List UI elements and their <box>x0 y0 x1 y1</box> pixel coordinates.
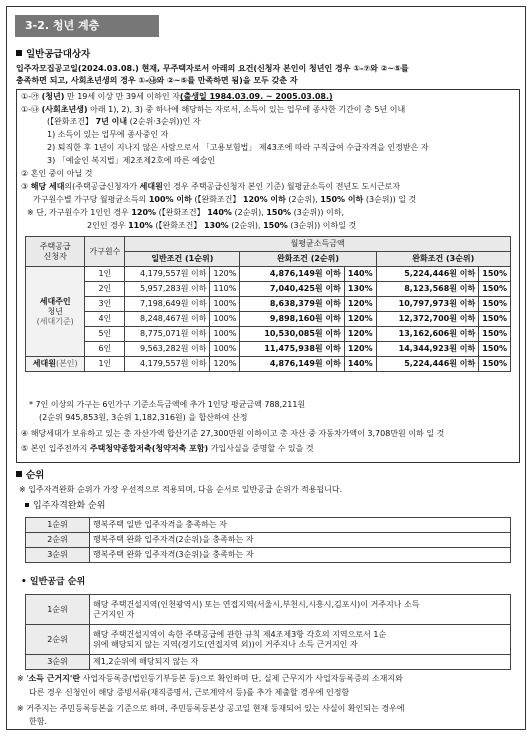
th-basic: 일반조건 (1순위) <box>125 252 240 267</box>
note1-g: (3순위)) 이하, <box>291 208 345 217</box>
cell-relax2-pct: 140% <box>344 267 376 282</box>
cell-relax2: 4,876,149원 이하 <box>240 267 344 282</box>
cell-relax3-pct: 150% <box>479 267 511 282</box>
cell-relax2: 8,638,379원 이하 <box>240 297 344 312</box>
cell-members: 6인 <box>85 342 125 357</box>
priority-heading <box>16 470 44 482</box>
req-youth-text: 만 19세 이상 만 39세 이하인 자 <box>64 92 180 101</box>
relax-priority-title: 입주자격완화 순위 <box>33 501 106 511</box>
cell-relax3: 8,123,568원 이하 <box>376 282 479 297</box>
req-savings <box>21 444 314 454</box>
relax-open: (【완화조건】 <box>47 117 96 126</box>
th-relax2: 완화조건 (2순위) <box>240 252 376 267</box>
general-supply-title: 일반공급대상자 <box>26 49 91 60</box>
savings-c: 가입사실을 증명할 수 있을 것 <box>208 444 314 453</box>
rank-cell: 2순위 <box>26 533 90 548</box>
note1-c: (【완화조건】 <box>156 208 208 217</box>
relax-value: 7년 이내 <box>95 117 128 126</box>
req-income-note1 <box>27 208 344 218</box>
cell-basic: 4,179,557원 이하 <box>125 267 210 282</box>
footnote-income-base <box>17 674 403 684</box>
table-row <box>26 533 511 548</box>
cell-relax3-pct: 150% <box>479 297 511 312</box>
req-income-note2 <box>87 221 356 231</box>
cell-relax2: 9,898,160원 이하 <box>240 312 344 327</box>
note2-a: 2인인 경우 <box>87 221 129 230</box>
req-newgrad-3: 3) 「예술인 복지법」제2조제2호에 따른 예술인 <box>47 156 216 165</box>
cell-basic-pct: 120% <box>210 267 240 282</box>
group-member: 세대원(본인) <box>26 357 85 372</box>
table-row <box>26 282 511 297</box>
req-income-member: 세대원 <box>139 182 163 191</box>
table-row <box>26 655 511 670</box>
cell-members: 5인 <box>85 327 125 342</box>
req-income-num: ③ <box>21 182 31 191</box>
table-row <box>26 342 511 357</box>
req-assets: ④ 해당세대가 보유하고 있는 총 자산가액 합산기준 27,300만원 이하이고 총 자산 중 자동차가액이 3,708만원 이하 일 것 <box>21 429 445 438</box>
cell-basic-pct: 100% <box>210 342 240 357</box>
req-newgrad-2: 2) 퇴직한 후 1년이 지나지 않은 사람으로서 「고용보험법」 제43조에 따라 구직급여 수급자격을 인정받은 자 <box>47 143 429 152</box>
req-income-text1: 의(주택공급신청자가 <box>64 182 140 191</box>
cell-relax2-pct: 120% <box>344 327 376 342</box>
note1-f: 150% <box>266 208 292 217</box>
note2-d: 130% <box>203 221 229 230</box>
desc-cell: 행복주택 완화 입주자격(3순위)을 충족하는 자 <box>90 548 511 563</box>
intro-line-2: 충족하면 되고, 사회초년생의 경우 ①-㉯와 ②~⑤를 만족하면 됨)을 모두 갖춘 자 <box>16 76 298 85</box>
table-row <box>26 267 511 282</box>
table-row <box>26 518 511 533</box>
cell-members: 1인 <box>85 267 125 282</box>
note2-g: (3순위)) 이하일 것 <box>287 221 357 230</box>
req-income-pct1: 100% 이하 <box>148 195 192 204</box>
income-table <box>25 236 511 372</box>
req-newgrad-text: 아래 1), 2), 3) 중 하나에 해당하는 자로서, 소득이 있는 업무에 종사한 기간이 총 5년 이내 <box>87 105 406 114</box>
fn1-a: ※ ' <box>17 674 29 683</box>
group-head: 세대주인 청년 (세대기준) <box>26 267 85 357</box>
note1-d: 140% <box>207 208 232 217</box>
cell-members: 1인 <box>85 357 125 372</box>
cell-basic-pct: 100% <box>210 312 240 327</box>
fn1-c: 사업자등록증(법인등기부등본 등)으로 확인하며 단, 실제 근무지가 사업자등록증의 소재지와 <box>80 674 403 683</box>
req-youth-label: (청년) <box>41 92 65 101</box>
note2-e: (2순위), <box>228 221 264 230</box>
req-income-pct2: 120% 이하 <box>242 195 286 204</box>
rank-cell: 3순위 <box>26 655 90 670</box>
desc-cell: 해당 주택건설지역(인천광역시) 또는 연접지역(서울시,부천시,시흥시,김포시)이 거주지나 소득 근거지인 자 <box>90 595 511 625</box>
req-unmarried: ② 혼인 중이 아닐 것 <box>21 169 93 178</box>
savings-a: ⑤ 본인 입주전까지 <box>21 444 90 453</box>
cell-relax3-pct: 150% <box>479 282 511 297</box>
table-row <box>26 297 511 312</box>
req-newgrad-num: ①-㉯ <box>21 105 42 114</box>
th-income: 월평균소득금액 <box>125 237 511 252</box>
desc-cell: 행복주택 일반 입주자격을 충족하는 자 <box>90 518 511 533</box>
note-7plus-cont: (2순위 945,853원, 3순위 1,182,316원) 을 합산하여 산정 <box>39 413 248 422</box>
general-priority-heading <box>21 577 85 588</box>
cell-relax2-pct: 120% <box>344 312 376 327</box>
cell-relax3: 14,344,923원 이하 <box>376 342 479 357</box>
cell-members: 3인 <box>85 297 125 312</box>
priority-title: 순위 <box>26 470 45 481</box>
table-row <box>26 595 511 625</box>
req-income-text5: (2순위), <box>285 195 321 204</box>
general-priority-table <box>25 594 511 670</box>
cell-basic: 8,248,467원 이하 <box>125 312 210 327</box>
note1-b: 120% <box>131 208 157 217</box>
th-relax3: 완화조건 (3순위) <box>376 252 510 267</box>
req-income-text6: (3순위)) 일 것 <box>363 195 417 204</box>
cell-relax3: 12,372,700원 이하 <box>376 312 479 327</box>
savings-b: 주택청약종합저축(청약저축 포함) <box>89 444 209 453</box>
rank-cell: 1순위 <box>26 518 90 533</box>
general-priority-title: 일반공급 순위 <box>29 577 86 587</box>
cell-basic: 8,775,071원 이하 <box>125 327 210 342</box>
rank-cell: 3순위 <box>26 548 90 563</box>
income-rows <box>26 267 511 357</box>
table-row <box>26 625 511 655</box>
rank-cell: 1순위 <box>26 595 90 625</box>
req-youth <box>21 92 333 102</box>
req-income-pct3: 150% 이하 <box>320 195 364 204</box>
note1-e: (2순위), <box>231 208 267 217</box>
cell-basic: 9,563,282원 이하 <box>125 342 210 357</box>
req-newgrad-relax <box>47 117 201 127</box>
square-bullet-icon <box>16 50 22 56</box>
note1-a: ※ 단, 가구원수가 1인인 경우 <box>27 208 132 217</box>
cell-relax2: 4,876,149원 이하 <box>240 357 344 372</box>
cell-basic-pct: 100% <box>210 297 240 312</box>
cell-relax3: 5,224,446원 이하 <box>376 267 479 282</box>
th-members: 가구원수 <box>85 237 125 267</box>
cell-relax3: 5,224,446원 이하 <box>376 357 479 372</box>
cell-members: 4인 <box>85 312 125 327</box>
cell-relax3-pct: 150% <box>479 357 511 372</box>
req-income-household: 해당 세대 <box>30 182 65 191</box>
relax-close: (2순위·3순위))인 자 <box>127 117 201 126</box>
desc-cell: 해당 주택건설지역이 속한 주택공급에 관한 규칙 제4조제3항 각호의 지역으로서 1순 위에 해당되지 않는 지역(경기도(연접지역 외))이 거주지나 소득 근거지인 자 <box>90 625 511 655</box>
table-row <box>26 327 511 342</box>
relax-priority-table <box>25 517 511 563</box>
note2-b: 110% <box>128 221 153 230</box>
note2-f: 150% <box>263 221 288 230</box>
cell-relax2: 11,475,938원 이하 <box>240 342 344 357</box>
footnote-residence: ※ 거주지는 주민등록등본을 기준으로 하며, 주민등록등본상 공고일 현재 등재되어 있는 사실이 확인되는 경우에 <box>17 704 405 713</box>
cell-relax2-pct: 120% <box>344 342 376 357</box>
dot-bullet-icon: • <box>21 577 30 587</box>
cell-relax3: 10,797,973원 이하 <box>376 297 479 312</box>
cell-relax2-pct: 130% <box>344 282 376 297</box>
rank-cell: 2순위 <box>26 625 90 655</box>
relax-priority-heading <box>25 501 105 512</box>
req-income-text4: (【완화조건】 <box>191 195 243 204</box>
req-newgrad <box>21 105 405 115</box>
cell-basic-pct: 120% <box>210 357 240 372</box>
table-row <box>26 312 511 327</box>
cell-basic: 4,179,557원 이하 <box>125 357 210 372</box>
cell-relax3: 13,162,606원 이하 <box>376 327 479 342</box>
cell-basic-pct: 110% <box>210 282 240 297</box>
note2-c: (【완화조건】 <box>152 221 204 230</box>
cell-relax2-pct: 140% <box>344 357 376 372</box>
cell-relax2-pct: 120% <box>344 297 376 312</box>
table-row <box>26 357 511 372</box>
note-7plus: * 7인 이상의 가구는 6인가구 기준소득금액에 추가 1인당 평균금액 788,211원 <box>29 400 306 409</box>
req-newgrad-label: (사회초년생) <box>41 105 88 114</box>
desc-cell: 제1,2순위에 해당되지 않는 자 <box>90 655 511 670</box>
cell-members: 2인 <box>85 282 125 297</box>
priority-note: ※ 입주자격완화 순위가 가장 우선적으로 적용되며, 다음 순서로 일반공급 순위가 적용됩니다. <box>19 485 343 494</box>
table-row <box>26 548 511 563</box>
document-page <box>6 6 526 730</box>
cell-basic: 5,957,283원 이하 <box>125 282 210 297</box>
section-tag: 3-2. 청년 계층 <box>15 15 159 37</box>
req-youth-birth: (출생일 1984.03.09. ~ 2005.03.08.) <box>179 92 333 101</box>
square-bullet-icon <box>16 471 22 477</box>
cell-relax3-pct: 150% <box>479 342 511 357</box>
bullet-icon <box>25 503 29 507</box>
intro-line-1: 입주자모집공고일(2024.03.08.) 현재, 무주택자로서 아래의 요건(신청자 본인이 청년인 경우 ①-⑦와 ②~⑤를 <box>16 64 409 73</box>
req-income-text3: 가구원수별 가구당 월평균소득의 <box>33 195 149 204</box>
req-income-cont <box>33 195 416 205</box>
cell-relax3-pct: 150% <box>479 327 511 342</box>
desc-cell: 행복주택 완화 입주자격(2순위)을 충족하는 자 <box>90 533 511 548</box>
cell-relax2: 10,530,085원 이하 <box>240 327 344 342</box>
req-newgrad-1: 1) 소득이 있는 업무에 종사중인 자 <box>47 130 169 139</box>
footnote-income-base-2: 다른 경우 신청인이 해당 증빙서류(재직증명서, 근로계약서 등)를 추가 제출할 경우에 인정함 <box>29 688 350 697</box>
cell-basic-pct: 100% <box>210 327 240 342</box>
req-income <box>21 182 400 192</box>
cell-basic: 7,198,649원 이하 <box>125 297 210 312</box>
general-supply-heading <box>16 49 90 61</box>
req-income-text2: 인 경우 주택공급신청자 본인 기준) 월평균소득이 전년도 도시근로자 <box>162 182 401 191</box>
cell-relax2: 7,040,425원 이하 <box>240 282 344 297</box>
cell-relax3-pct: 150% <box>479 312 511 327</box>
fn1-b: 소득 근거지'란 <box>28 674 81 683</box>
req-youth-num: ①-㉮ <box>21 92 42 101</box>
th-applicant: 주택공급 신청자 <box>26 237 85 267</box>
footnote-residence-2: 한함. <box>29 717 47 726</box>
